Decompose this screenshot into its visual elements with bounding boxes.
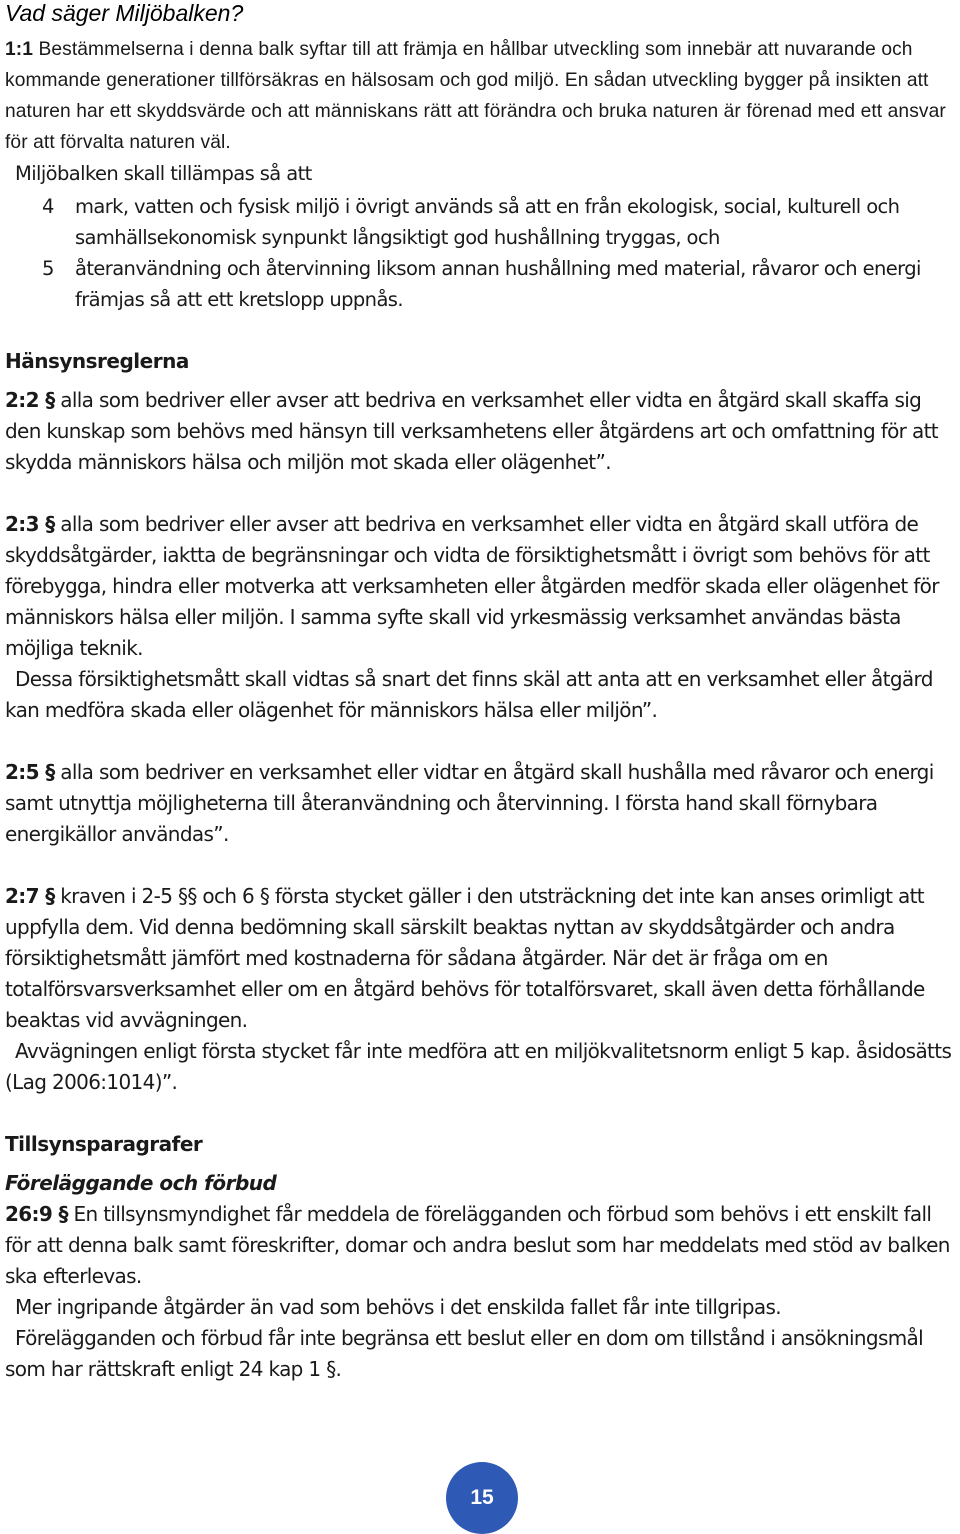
section-text: alla som bedriver en verksamhet eller vidtar en åtgärd skall hushålla med råvaror och energi samt utnyttja möjligheterna till återanvändning och återvinning. I första hand skall förnybara energikällor användas”. <box>5 760 934 846</box>
section-26-9 <box>5 1199 957 1292</box>
section-1-1 <box>5 34 957 158</box>
section-2-2 <box>5 385 957 478</box>
section-26-9-third: Förelägganden och förbud får inte begränsa ett beslut eller en dom om tillstånd i ansökningsmål som har rättskraft enligt 24 kap 1 §. <box>5 1326 924 1381</box>
page-title: Vad säger Miljöbalken? <box>5 0 244 26</box>
section-text: kraven i 2-5 §§ och 6 § första stycket gäller i den utsträckning det inte kan anses orimligt att uppfylla dem. Vid denna bedömning skall särskilt beaktas nyttan av skyddsåtgärder och andra försiktighetsmått jämfört med kostnaderna för sådana åtgärder. När det är fråga om en totalförsvarsverksamhet eller om en åtgärd behövs för totalförsvaret, skall även detta förhållande beaktas vid avvägningen. <box>5 884 925 1032</box>
section-text: En tillsynsmyndighet får meddela de förelägganden och förbud som behövs i ett enskilt fall för att denna balk samt föreskrifter, domar och andra beslut som har meddelats med stöd av balken ska efterlevas. <box>5 1202 950 1288</box>
section-number: 2:7 § <box>5 884 55 908</box>
page-number-badge <box>446 1462 518 1534</box>
section-number: 2:5 § <box>5 760 55 784</box>
section-1-1-lead: Miljöbalken skall tillämpas så att <box>15 162 312 185</box>
section-number: 26:9 § <box>5 1202 68 1226</box>
heading-tillsynsparagrafer: Tillsynsparagrafer <box>5 1132 203 1156</box>
section-number: 2:2 § <box>5 388 55 412</box>
list-item-text: återanvändning och återvinning liksom annan hushållning med material, råvaror och energi främjas så att ett kretslopp uppnås. <box>75 257 921 311</box>
section-number: 2:3 § <box>5 512 55 536</box>
section-text: Bestämmelserna i denna balk syftar till att främja en hållbar utveckling som innebär att nuvarande och kommande generationer tillförsäkras en hälsosam och god miljö. En sådan utveckling bygger på insikten att naturen har ett skyddsvärde och att människans rätt att förändra och bruka naturen är förenad med ett ansvar för att förvalta naturen väl. <box>5 39 946 153</box>
section-2-7-second: Avvägningen enligt första stycket får inte medföra att en miljökvalitetsnorm enligt 5 kap. åsidosätts (Lag 2006:1014)”. <box>5 1039 952 1094</box>
section-2-3-second: Dessa försiktighetsmått skall vidtas så snart det finns skäl att anta att en verksamhet eller åtgärd kan medföra skada eller olägenhet för människors hälsa eller miljön”. <box>5 667 933 722</box>
section-text: alla som bedriver eller avser att bedriva en verksamhet eller vidta en åtgärd skall skaffa sig den kunskap som behövs med hänsyn till verksamhetens eller åtgärdens art och omfattning för att skydda människors hälsa och miljön mot skada eller olägenhet”. <box>5 388 938 474</box>
list-marker: 4 <box>42 195 54 218</box>
document-body <box>5 0 957 1385</box>
section-26-9-second: Mer ingripande åtgärder än vad som behövs i det enskilda fallet får inte tillgripas. <box>15 1295 781 1319</box>
section-2-5 <box>5 757 957 850</box>
page-number: 15 <box>470 1486 494 1509</box>
heading-forelaggande: Föreläggande och förbud <box>5 1171 277 1195</box>
list-marker: 5 <box>42 257 54 280</box>
section-1-1-list <box>5 191 957 315</box>
list-item-text: mark, vatten och fysisk miljö i övrigt används så att en från ekologisk, social, kulturell och samhällsekonomisk synpunkt långsiktigt god hushållning tryggas, och <box>75 195 900 249</box>
list-item <box>5 253 957 315</box>
section-2-7 <box>5 881 957 1036</box>
section-number: 1:1 <box>5 39 34 60</box>
section-text: alla som bedriver eller avser att bedriva en verksamhet eller vidta en åtgärd skall utföra de skyddsåtgärder, iaktta de begränsningar och vidta de försiktighetsmått i övrigt som behövs för att förebygga, hindra eller motverka att verksamheten eller åtgärden medför skada eller olägenhet för människors hälsa eller miljön. I samma syfte skall vid yrkesmässig verksamhet användas bästa möjliga teknik. <box>5 512 939 660</box>
list-item <box>5 191 957 253</box>
section-2-3 <box>5 509 957 664</box>
heading-hansynsreglerna: Hänsynsreglerna <box>5 349 189 373</box>
